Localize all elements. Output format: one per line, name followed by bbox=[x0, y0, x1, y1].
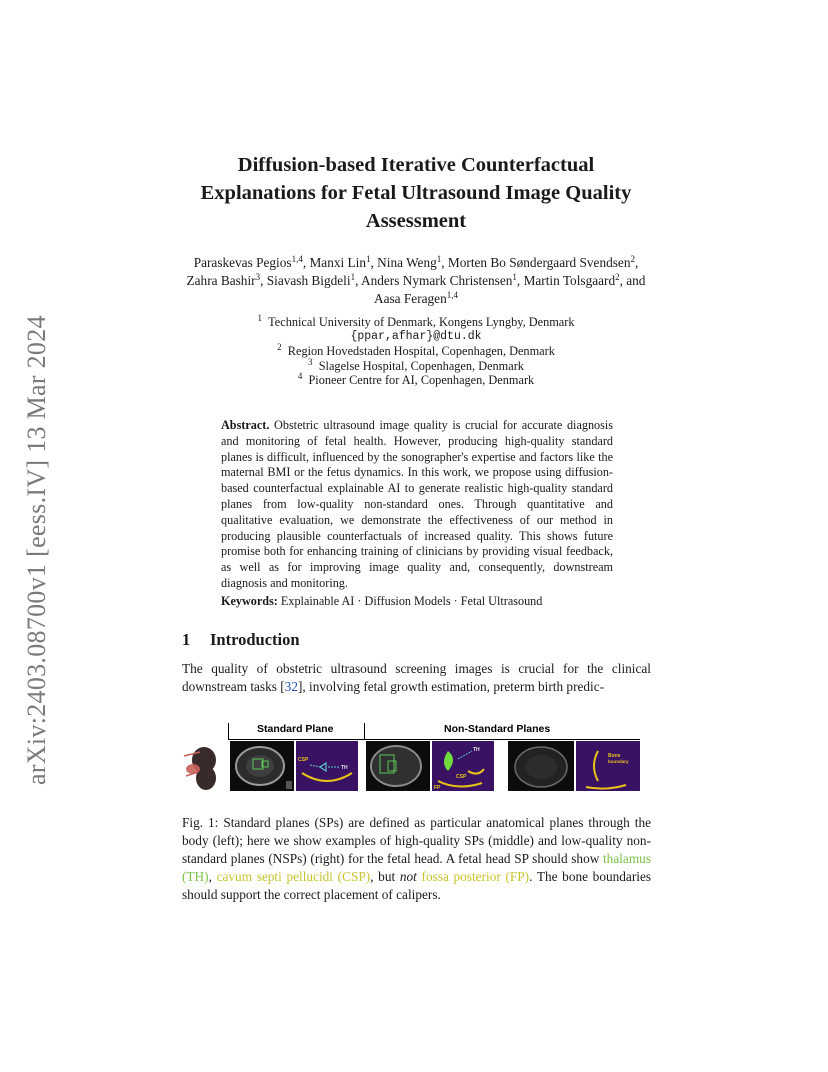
author-name: Nina Weng bbox=[377, 255, 437, 270]
author-name: Manxi Lin bbox=[309, 255, 366, 270]
section-heading bbox=[182, 630, 300, 650]
author-separator: , bbox=[370, 255, 378, 270]
keywords-label: Keywords: bbox=[221, 594, 278, 608]
abstract-label: Abstract. bbox=[221, 418, 270, 432]
section-number: 1 bbox=[182, 630, 191, 649]
author-affiliation-mark: 1 bbox=[350, 272, 356, 282]
affiliation-1: $^1$ Technical University of Denmark, Kongens Lyngby, Denmark bbox=[257, 313, 575, 329]
title-line: Diffusion-based Iterative Counterfactual bbox=[237, 154, 595, 176]
author-separator: , bbox=[302, 255, 310, 270]
affiliation-email: {ppar,afhar}@dtu.dk bbox=[350, 329, 482, 343]
author-separator: , and bbox=[619, 273, 646, 288]
author-affiliation-mark: 1,4 bbox=[291, 254, 303, 264]
author-name: Paraskevas Pegios bbox=[193, 255, 292, 270]
affiliation-2: $^2$ Region Hovedstaden Hospital, Copenhagen, Denmark bbox=[277, 342, 555, 359]
underline-standard bbox=[228, 739, 364, 740]
author-affiliation-mark: 1 bbox=[512, 272, 517, 282]
affiliation-4: $^4$ Pioneer Centre for AI, Copenhagen, Denmark bbox=[297, 371, 535, 388]
author-list bbox=[180, 254, 652, 308]
ultrasound-nonstandard-2 bbox=[508, 741, 574, 791]
author-name: Martin Tolsgaard bbox=[523, 273, 616, 288]
schematic-nonstandard-2 bbox=[576, 741, 640, 791]
author-name: Zahra Bashir bbox=[186, 273, 256, 288]
divider-middle bbox=[364, 723, 365, 740]
label-fp: FP bbox=[434, 785, 441, 791]
author-affiliation-mark: 3 bbox=[255, 272, 261, 282]
label-csp: CSP bbox=[298, 757, 309, 763]
author-affiliation-mark: 2 bbox=[630, 254, 635, 264]
divider-left bbox=[228, 723, 229, 740]
keywords bbox=[221, 594, 613, 609]
ultrasound-nonstandard-1 bbox=[366, 741, 430, 791]
author-name: Anders Nymark Christensen bbox=[361, 273, 513, 288]
figure-1 bbox=[178, 720, 648, 798]
caption-emphasis-not: not bbox=[399, 869, 417, 884]
schematic-nonstandard-1 bbox=[432, 741, 494, 791]
abstract-text: Obstetric ultrasound image quality is crucial for accurate diagnosis and monitoring of fetal health. However, producing high-quality standard planes is difficult, influenced by the sonographer's expertise and factors like the maternal BMI or the fetus dynamics. In this work, we propose using diffusion-based counterfactual explainable AI to generate realistic high-quality standard planes from low-quality non-standard ones. Through quantitative and qualitative evaluation, we demonstrate the effectiveness of our method in producing plausible counterfactuals of increased quality. This shows future promise both for enhancing training of clinicians by providing visual feedback, as well as for improving image quality and, consequently, downstream diagnosis and monitoring. bbox=[221, 418, 614, 590]
abstract bbox=[221, 418, 613, 592]
label-bone: Bone bbox=[608, 753, 621, 759]
author-separator: , bbox=[260, 273, 267, 288]
affiliation-3: $^3$ Slagelse Hospital, Copenhagen, Denmark bbox=[308, 356, 524, 373]
title-line: Assessment bbox=[365, 210, 467, 232]
header-standard-plane: Standard Plane bbox=[257, 723, 334, 735]
figure-caption: Fig. 1: Standard planes (SPs) are defined as particular anatomical planes through the body (left); here we show examples of high-quality SPs (middle) and low-quality non-standard planes (NSPs) (right) for the fetal head. A fetal head SP should show thalamus (TH), cavum septi pellucidi (CSP), but not fossa posterior (FP). The bone boundaries should support the correct placement of calipers. bbox=[182, 815, 652, 902]
author-separator: , bbox=[516, 273, 524, 288]
author-separator: , bbox=[355, 273, 361, 288]
author-separator: , bbox=[634, 255, 639, 270]
section-title: Introduction bbox=[210, 630, 300, 649]
author-separator: , bbox=[441, 255, 448, 270]
schematic-standard bbox=[296, 741, 358, 791]
intro-paragraph: The quality of obstetric ultrasound screening images is crucial for the clinical downstream tasks [32], involving fetal growth estimation, preterm birth predic- bbox=[182, 661, 651, 694]
underline-nonstandard bbox=[364, 739, 640, 740]
paper-title bbox=[150, 151, 682, 235]
author-affiliation-mark: 1 bbox=[365, 254, 371, 264]
ultrasound-standard bbox=[230, 741, 294, 791]
header-nonstandard-planes: Non-Standard Planes bbox=[444, 723, 551, 735]
label-th: TH bbox=[341, 765, 348, 771]
title-line: Explanations for Fetal Ultrasound Image Quality bbox=[200, 182, 632, 204]
label-th: TH bbox=[473, 747, 480, 753]
label-boundary: boundary bbox=[608, 759, 629, 764]
caption-term-csp: cavum septi pellucidi (CSP) bbox=[216, 869, 371, 884]
affiliations bbox=[180, 315, 652, 388]
fetus-illustration bbox=[182, 742, 224, 792]
keywords-text: Explainable AI · Diffusion Models · Fetal Ultrasound bbox=[280, 594, 543, 608]
author-affiliation-mark: 1 bbox=[436, 254, 442, 264]
author-name: Aasa Feragen bbox=[374, 291, 447, 306]
author-affiliation-mark: 2 bbox=[615, 272, 620, 282]
caption-term-fp: fossa posterior (FP) bbox=[421, 869, 530, 884]
author-name: Morten Bo Søndergaard Svendsen bbox=[447, 255, 631, 270]
caption-term-th: thalamus (TH) bbox=[182, 851, 651, 884]
author-affiliation-mark: 1,4 bbox=[446, 290, 458, 300]
author-name: Siavash Bigdeli bbox=[266, 273, 351, 288]
citation-link[interactable]: 32 bbox=[284, 679, 298, 694]
arxiv-sidebar-stamp: arXiv:2403.08700v1 [eess.IV] 13 Mar 2024 bbox=[22, 315, 51, 785]
label-csp: CSP bbox=[456, 774, 467, 780]
